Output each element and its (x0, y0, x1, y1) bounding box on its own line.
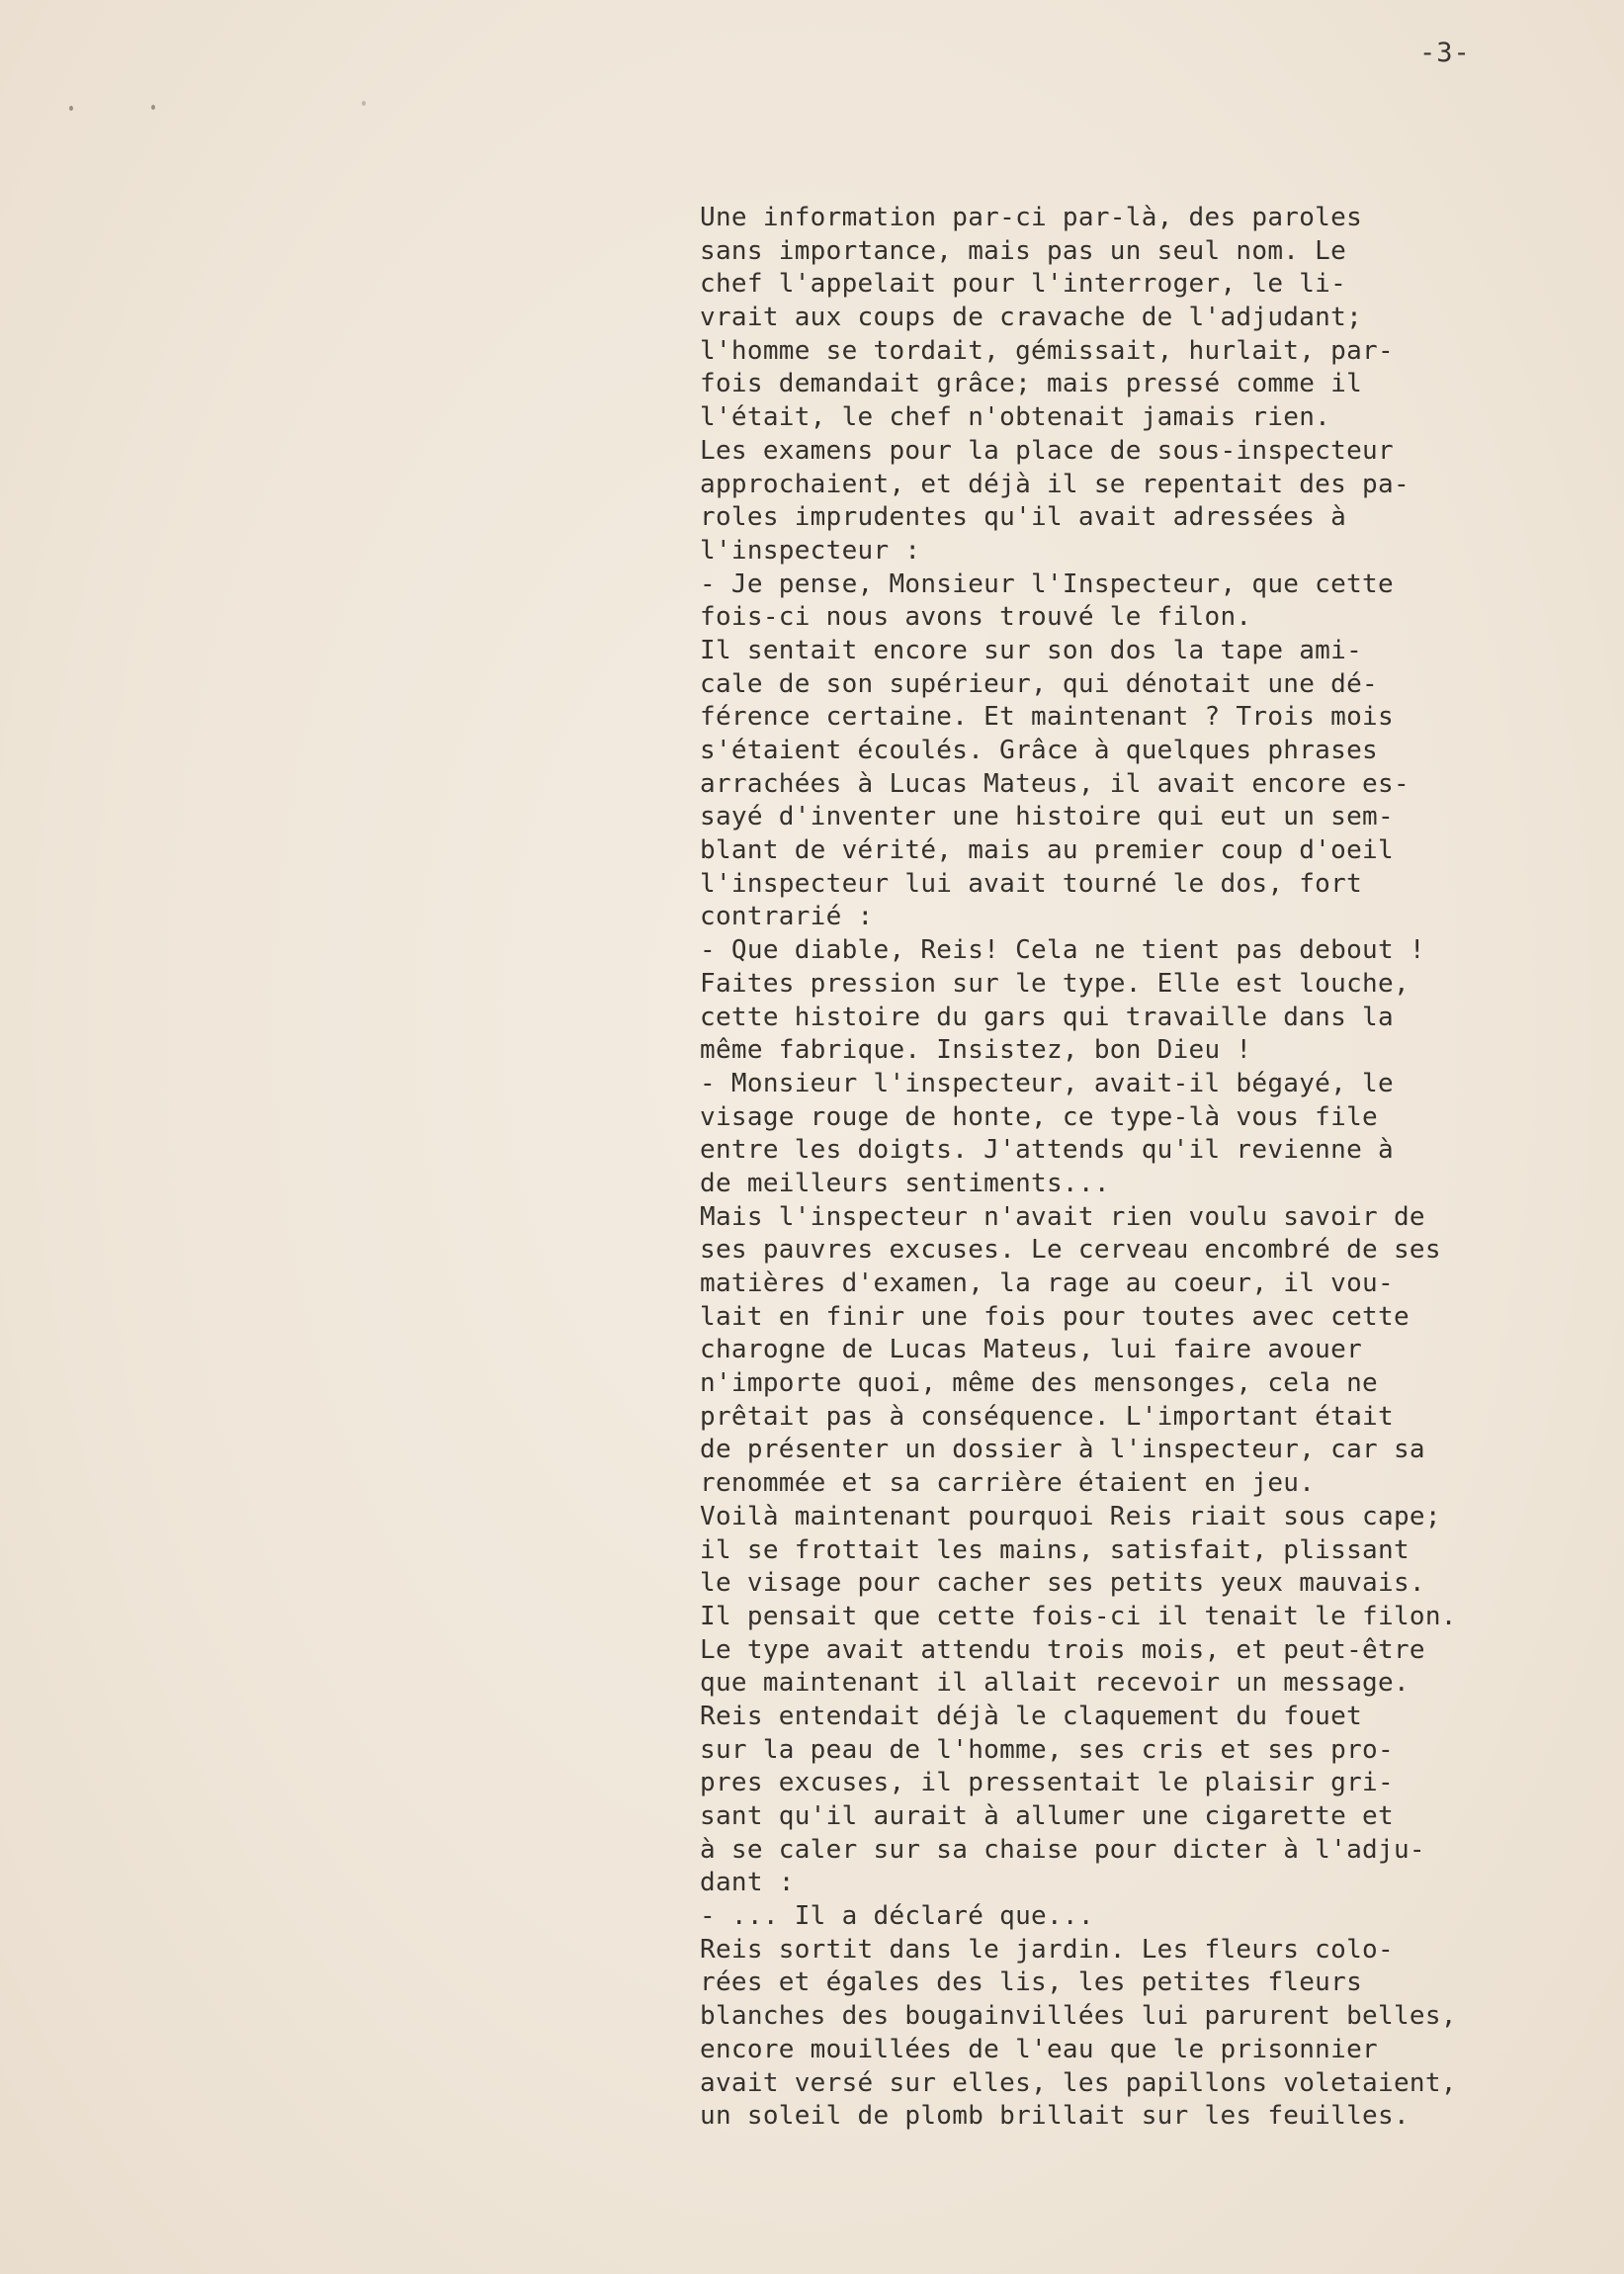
text-line: l'homme se tordait, gémissait, hurlait, par- (700, 335, 1394, 366)
text-line: sayé d'inventer une histoire qui eut un sem- (700, 802, 1394, 832)
text-line: matières d'examen, la rage au coeur, il vou- (700, 1268, 1394, 1298)
text-line: cale de son supérieur, qui dénotait une dé- (700, 668, 1378, 699)
text-line: entre les doigts. J'attends qu'il revienne à (700, 1135, 1394, 1166)
text-line: blanches des bougainvillées lui parurent belles, (700, 2001, 1457, 2032)
text-line: n'importe quoi, même des mensonges, cela ne (700, 1368, 1378, 1399)
page-number: -3- (1419, 38, 1471, 68)
text-line: Une information par-ci par-là, des paroles (700, 203, 1363, 232)
text-line: de meilleurs sentiments... (700, 1168, 1110, 1198)
text-line: Il pensait que cette fois-ci il tenait le filon. (700, 1601, 1457, 1631)
text-line: de présenter un dossier à l'inspecteur, car sa (700, 1435, 1425, 1465)
text-line: Mais l'inspecteur n'avait rien voulu savoir de (700, 1201, 1425, 1232)
text-line: - ... Il a déclaré que... (700, 1901, 1094, 1932)
text-line: Le type avait attendu trois mois, et peut-être (700, 1634, 1425, 1665)
text-line: rées et égales des lis, les petites fleurs (700, 1968, 1363, 1998)
text-line: Il sentait encore sur son dos la tape ami- (700, 635, 1363, 665)
text-line: charogne de Lucas Mateus, lui faire avouer (700, 1335, 1363, 1365)
text-line: un soleil de plomb brillait sur les feuilles. (700, 2101, 1410, 2132)
text-line: Reis entendait déjà le claquement du fouet (700, 1701, 1363, 1731)
typewritten-body (700, 202, 1570, 2134)
text-line: sans importance, mais pas un seul nom. Le (700, 235, 1347, 266)
text-line: ses pauvres excuses. Le cerveau encombré de ses (700, 1235, 1441, 1266)
text-line: l'était, le chef n'obtenait jamais rien. (700, 402, 1331, 433)
text-line: - Monsieur l'inspecteur, avait-il bégayé, le (700, 1068, 1394, 1098)
text-line: blant de vérité, mais au premier coup d'oeil (700, 835, 1394, 866)
text-line: sant qu'il aurait à allumer une cigarette et (700, 1801, 1394, 1831)
text-line: arrachées à Lucas Mateus, il avait encore es- (700, 768, 1410, 799)
text-line: sur la peau de l'homme, ses cris et ses pro- (700, 1734, 1394, 1765)
text-line: approchaient, et déjà il se repentait des pa- (700, 469, 1410, 499)
text-line: cette histoire du gars qui travaille dans la (700, 1002, 1394, 1032)
text-line: que maintenant il allait recevoir un message. (700, 1668, 1410, 1699)
text-line: Faites pression sur le type. Elle est louche, (700, 968, 1410, 999)
text-line: férence certaine. Et maintenant ? Trois mois (700, 702, 1394, 733)
text-line: roles imprudentes qu'il avait adressées à (700, 502, 1347, 533)
text-line: pres excuses, il pressentait le plaisir gri- (700, 1768, 1394, 1798)
text-line: l'inspecteur : (700, 535, 921, 566)
speck-mark (362, 101, 366, 106)
text-line: Les examens pour la place de sous-inspecteur (700, 435, 1394, 466)
text-line: le visage pour cacher ses petits yeux mauvais. (700, 1568, 1425, 1599)
text-line: s'étaient écoulés. Grâce à quelques phrases (700, 736, 1378, 765)
speck-mark (151, 105, 155, 110)
text-line: - Que diable, Reis! Cela ne tient pas debout ! (700, 935, 1425, 966)
text-line: lait en finir une fois pour toutes avec cette (700, 1301, 1410, 1332)
text-line: prêtait pas à conséquence. L'important était (700, 1401, 1394, 1432)
text-line: l'inspecteur lui avait tourné le dos, fort (700, 868, 1363, 899)
text-line: chef l'appelait pour l'interroger, le li- (700, 269, 1347, 300)
text-line: à se caler sur sa chaise pour dicter à l'adju- (700, 1834, 1425, 1865)
text-line: Reis sortit dans le jardin. Les fleurs colo- (700, 1934, 1394, 1965)
text-line: encore mouillées de l'eau que le prisonnier (700, 2034, 1378, 2064)
text-line: fois-ci nous avons trouvé le filon. (700, 602, 1252, 633)
text-line: fois demandait grâce; mais pressé comme il (700, 369, 1363, 399)
text-line: visage rouge de honte, ce type-là vous file (700, 1101, 1378, 1132)
text-line: Voilà maintenant pourquoi Reis riait sous cape; (700, 1501, 1441, 1531)
text-line: il se frottait les mains, satisfait, plissant (700, 1534, 1410, 1565)
text-line: dant : (700, 1868, 795, 1898)
speck-mark (69, 106, 73, 111)
text-line: renommée et sa carrière étaient en jeu. (700, 1468, 1316, 1499)
text-line: contrarié : (700, 902, 874, 932)
text-line: même fabrique. Insistez, bon Dieu ! (700, 1035, 1252, 1066)
text-line: vrait aux coups de cravache de l'adjudant; (700, 303, 1363, 333)
text-line: avait versé sur elles, les papillons voletaient, (700, 2067, 1457, 2098)
text-line: - Je pense, Monsieur l'Inspecteur, que cette (700, 568, 1394, 599)
